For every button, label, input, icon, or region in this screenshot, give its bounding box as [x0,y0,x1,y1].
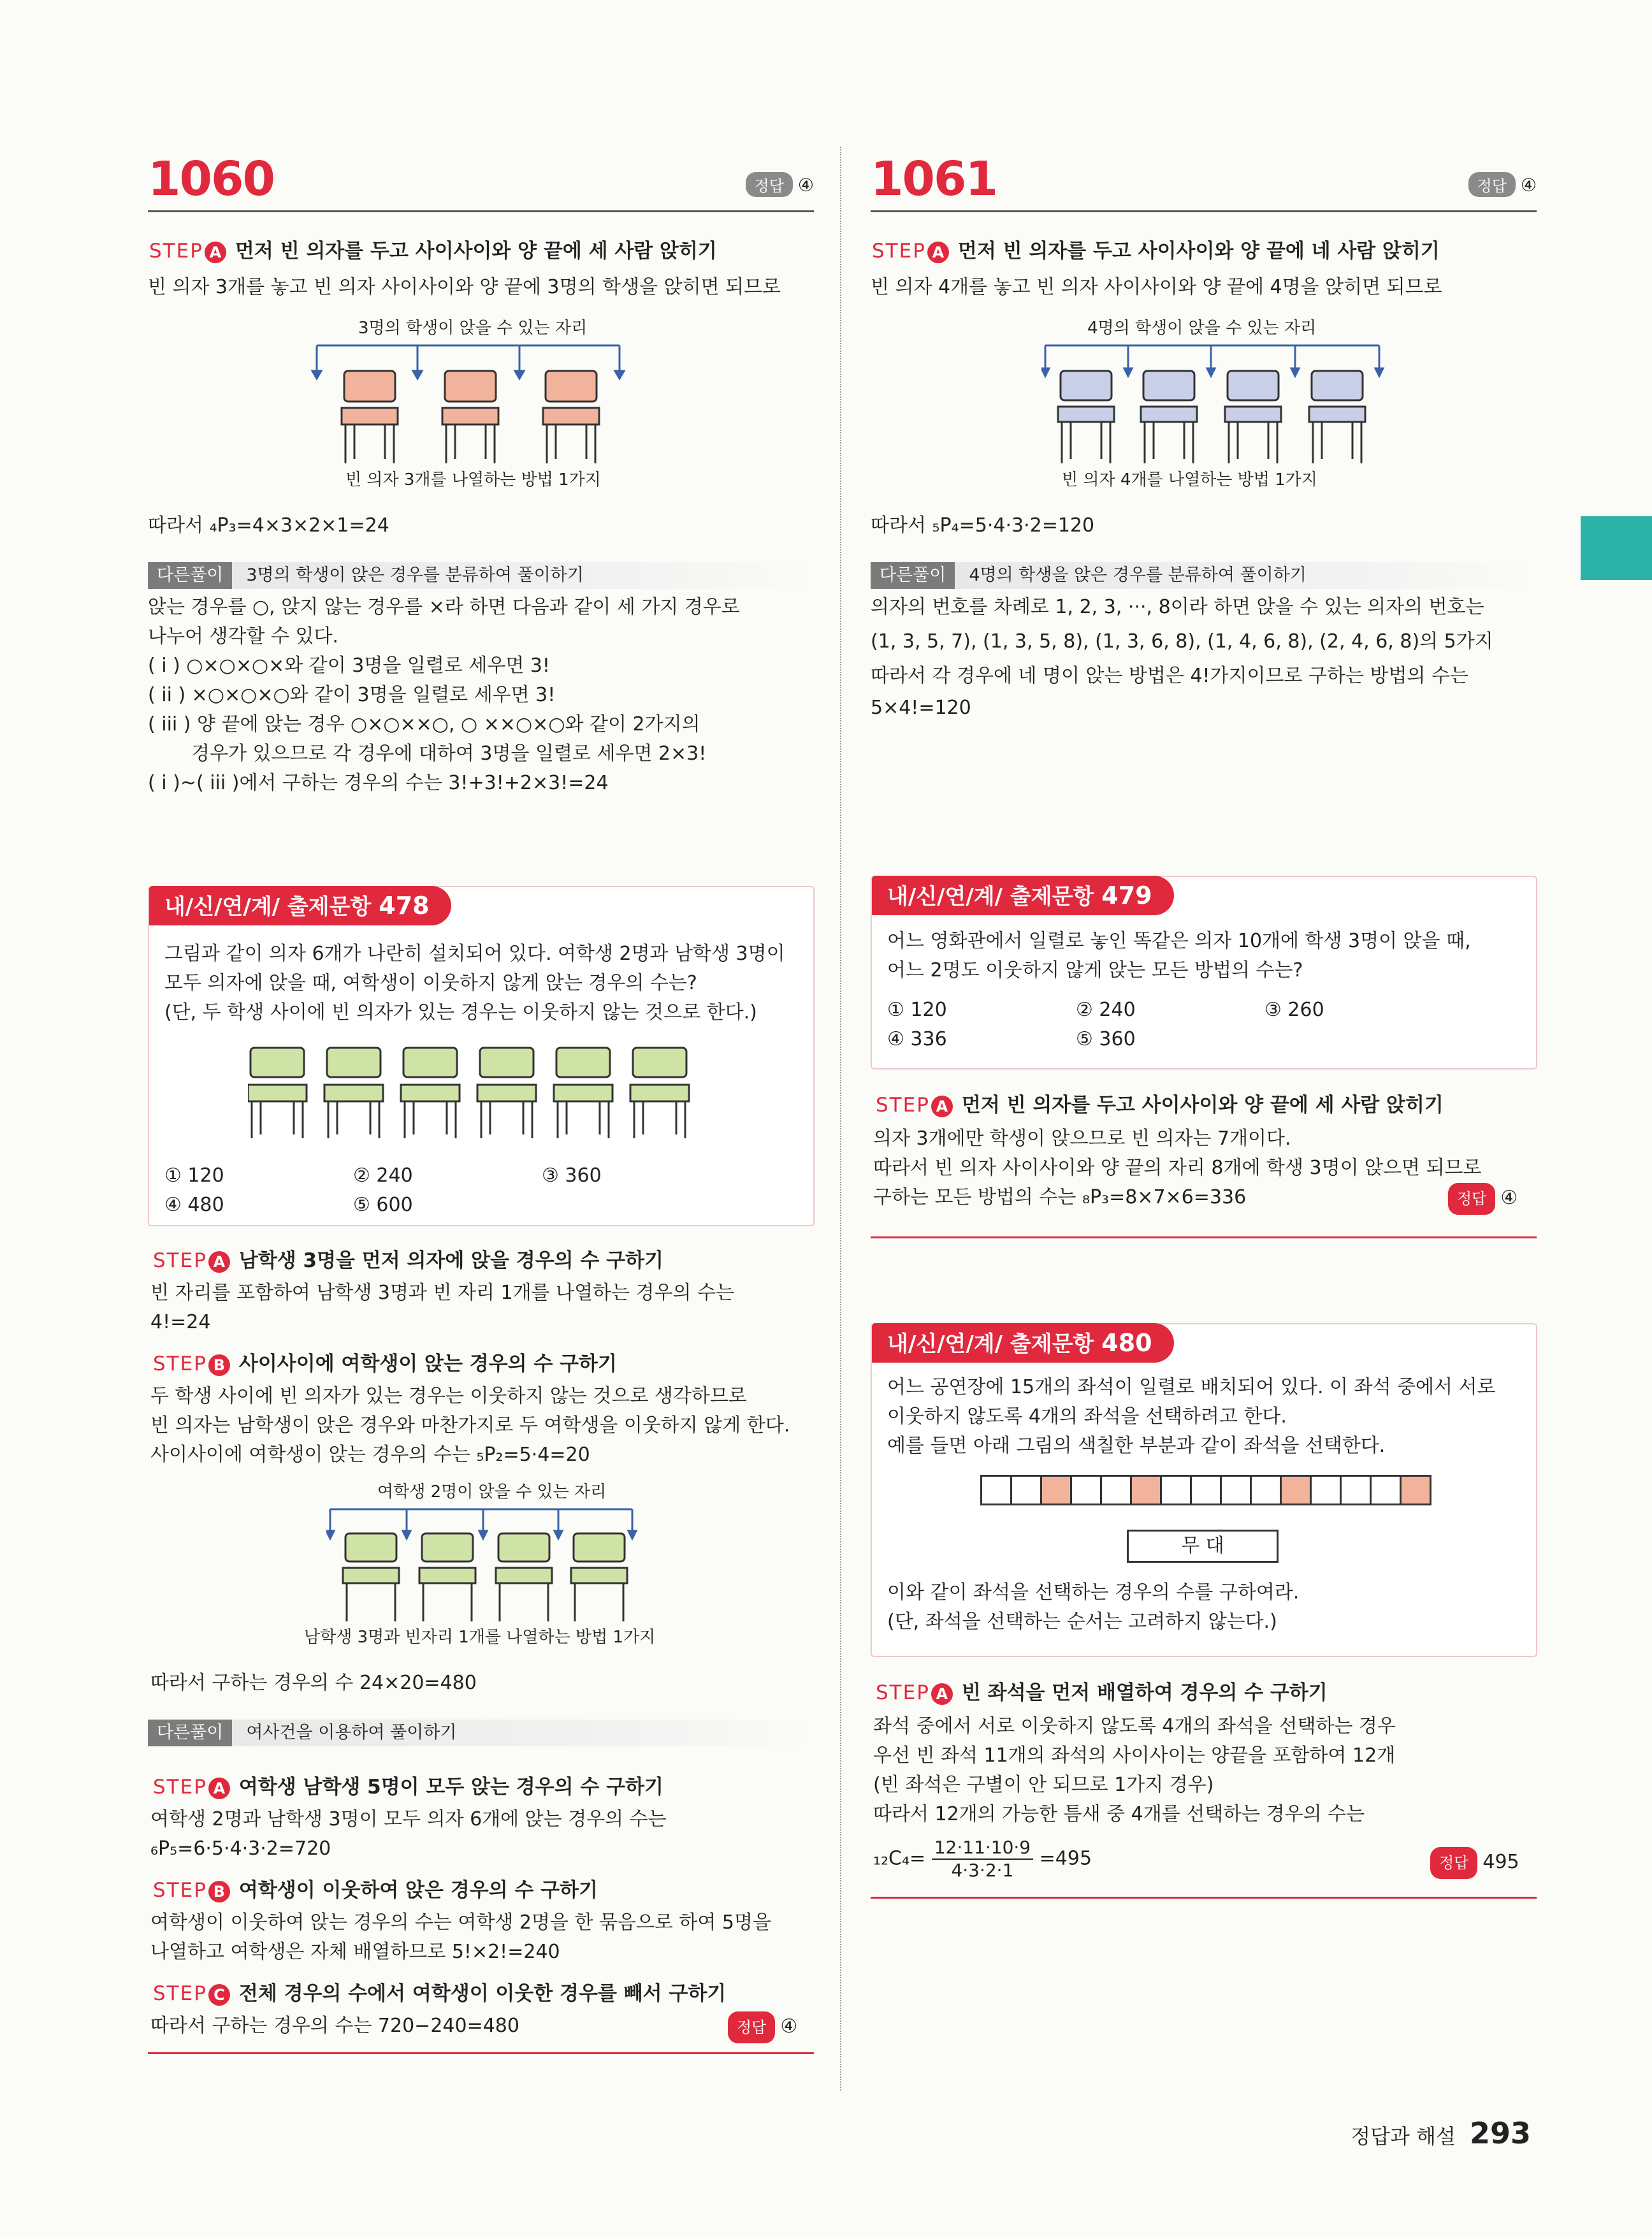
combination-formula: ₁₂C₄= $\frac{12\cdot 11\cdot 10\cdot 9}{4\cdot 3\cdot 2\cdot 1}$ =495 [873,1837,1092,1881]
seat [1220,1475,1250,1505]
seat-row [980,1475,1431,1505]
result-1: 따라서 ₅P₄=5·4·3·2=120 [871,514,1095,537]
step-a-heading: STEP A 먼저 빈 의자를 두고 사이사이와 양 끝에 세 사람 앉히기 [149,240,717,263]
choice: ④ 480 [164,1194,224,1216]
figure-caption-top: 3명의 학생이 앉을 수 있는 자리 [358,319,588,338]
alt-line: ( ii ) ×○×○×○와 같이 3명을 일렬로 세우면 3! [148,684,556,706]
step-text: 빈 의자는 남학생이 앉은 경우와 마찬가지로 두 여학생을 이웃하지 않게 한다. [150,1414,790,1437]
step-text: 나열하고 여학생은 자체 배열하므로 5!×2!=240 [150,1941,560,1963]
step-c-heading: STEP C 전체 경우의 수에서 여학생이 이웃한 경우를 빼서 구하기 [153,1982,727,2005]
step-a-heading: STEP A 먼저 빈 의자를 두고 사이사이와 양 끝에 세 사람 앉히기 [876,1094,1444,1117]
answer-badge [746,172,814,197]
chairs-figure-pink [307,339,664,467]
problem-number: 1060 [148,152,274,207]
step-b-heading: STEP B 사이사이에 여학생이 앉는 경우의 수 구하기 [153,1352,617,1375]
step-b-heading: STEP B 여학생이 이웃하여 앉은 경우의 수 구하기 [153,1879,598,1902]
related-problem-title: 내/신/연/계/ 출제문항 478 [149,886,451,925]
step-text: 빈 자리를 포함하여 남학생 3명과 빈 자리 1개를 나열하는 경우의 수는 [150,1282,734,1304]
step-text: (빈 좌석은 구별이 안 되므로 1가지 경우) [873,1774,1214,1796]
alt-line: 따라서 각 경우에 네 명이 앉는 방법은 4!가지이므로 구하는 방법의 수는 [871,665,1468,687]
step-a-heading: STEP A 빈 좌석을 먼저 배열하여 경우의 수 구하기 [876,1681,1328,1704]
seat-selected [1130,1475,1160,1505]
step-text: 의자 3개에만 학생이 앉으므로 빈 의자는 7개이다. [873,1127,1291,1150]
choice: ② 240 [1076,999,1136,1021]
related-problem-480 [871,1323,1537,1657]
step-text: 따라서 12개의 가능한 틈새 중 4개를 선택하는 경우의 수는 [873,1803,1365,1825]
alt-line: (1, 3, 5, 7), (1, 3, 5, 8), (1, 3, 6, 8), (1, 4, 6, 8), (2, 4, 6, 8)의 5가지 [871,630,1493,653]
answer-480: 정답 495 [1430,1847,1519,1879]
related-problem-title: 내/신/연/계/ 출제문항 479 [872,876,1174,915]
step-a-heading: STEP A 여학생 남학생 5명이 모두 앉는 경우의 수 구하기 [153,1776,663,1799]
alt-line: ( i )~( iii )에서 구하는 경우의 수는 3!+3!+2×3!=24 [148,772,609,794]
chapter-tab [1581,516,1652,580]
seat [1340,1475,1370,1505]
figure-caption-bottom: 남학생 3명과 빈자리 1개를 나열하는 방법 1가지 [304,1628,656,1647]
seat [1010,1475,1040,1505]
footer-label: 정답과 해설 [1351,2124,1456,2148]
figure-caption-top: 4명의 학생이 앉을 수 있는 자리 [1087,319,1317,338]
result-2: 따라서 구하는 경우의 수 24×20=480 [150,1672,477,1694]
answer-label: 정답 [746,172,793,197]
chairs-figure-green [248,1045,707,1141]
figure-caption-top: 여학생 2명이 앉을 수 있는 자리 [377,1482,607,1502]
divider-line [871,1236,1537,1238]
alt-line: 5×4!=120 [871,697,971,719]
stage: 무 대 [1127,1530,1279,1563]
seat [1190,1475,1220,1505]
choice: ③ 260 [1264,999,1324,1021]
page-number: 293 [1469,2116,1531,2150]
answer-label: 정답 [1468,172,1516,197]
alt-line: ( i ) ○×○×○×와 같이 3명을 일렬로 세우면 3! [148,655,550,677]
seat [1100,1475,1130,1505]
chairs-figure-blue [1041,339,1398,467]
divider-line [871,1897,1537,1899]
answer-479: 정답 ④ [1448,1183,1518,1215]
seat-selected [1400,1475,1431,1505]
step-text: 따라서 빈 의자 사이사이와 양 끝의 자리 8개에 학생 3명이 앉으면 되므로 [873,1157,1482,1179]
page-footer [1351,2116,1531,2150]
figure-caption-bottom: 빈 의자 4개를 나열하는 방법 1가지 [1062,470,1317,489]
problem-line: 어느 2명도 이웃하지 않게 앉는 모든 방법의 수는? [887,959,1303,982]
problem-header [148,147,814,212]
problem-line: 어느 공연장에 15개의 좌석이 일렬로 배치되어 있다. 이 좌석 중에서 서로 [887,1376,1496,1398]
problem-1061 [871,147,1537,1881]
choice: ④ 336 [887,1028,947,1050]
seat [1250,1475,1280,1505]
step-text: 여학생이 이웃하여 앉는 경우의 수는 여학생 2명을 한 묶음으로 하여 5명을 [150,1911,771,1934]
answer-value: ④ [797,175,814,196]
alt-line: 나누어 생각할 수 있다. [148,625,338,648]
alternative-solution-bar: 다른풀이 여사건을 이용하여 풀이하기 [148,1720,814,1746]
alt-line: 앉는 경우를 ○, 앉지 않는 경우를 ×라 하면 다음과 같이 세 가지 경우로 [148,596,740,618]
problem-line: 어느 영화관에서 일렬로 놓인 똑같은 의자 10개에 학생 3명이 앉을 때, [887,930,1471,952]
seat [1310,1475,1340,1505]
result-1: 따라서 ₄P₃=4×3×2×1=24 [148,514,389,537]
related-problem-479 [871,876,1537,1069]
step-text: 구하는 모든 방법의 수는 ₈P₃=8×7×6=336 [873,1186,1247,1208]
alt-line: 의자의 번호를 차례로 1, 2, 3, ···, 8이라 하면 앉을 수 있는 의자의 번호는 [871,596,1484,618]
column-divider [840,147,841,2090]
alternative-solution-bar: 다른풀이 4명의 학생을 앉은 경우를 분류하여 풀이하기 [871,562,1537,589]
seat [1160,1475,1190,1505]
step-text: 두 학생 사이에 빈 의자가 있는 경우는 이웃하지 않는 것으로 생각하므로 [150,1385,747,1407]
seat [1070,1475,1100,1505]
answer-badge [1468,172,1537,197]
alternative-solution-bar: 다른풀이 3명의 학생이 앉은 경우를 분류하여 풀이하기 [148,562,814,589]
choice: ③ 360 [542,1164,602,1187]
problem-line: (단, 좌석을 선택하는 순서는 고려하지 않는다.) [887,1611,1277,1633]
step-text: 여학생 2명과 남학생 3명이 모두 의자 6개에 앉는 경우의 수는 [150,1808,667,1830]
step-a-heading: STEP A 남학생 3명을 먼저 의자에 앉을 경우의 수 구하기 [153,1249,663,1272]
seat-selected [1040,1475,1070,1505]
step-text: 4!=24 [150,1311,211,1333]
problem-line: 그림과 같이 의자 6개가 나란히 설치되어 있다. 여학생 2명과 남학생 3명이 [164,943,785,965]
final-answer: 정답 ④ [728,2011,797,2043]
step-text: 좌석 중에서 서로 이웃하지 않도록 4개의 좌석을 선택하는 경우 [873,1715,1396,1737]
choice: ② 240 [353,1164,413,1187]
step-text: ₆P₅=6·5·4·3·2=720 [150,1837,331,1860]
figure-caption-bottom: 빈 의자 3개를 나열하는 방법 1가지 [345,470,601,489]
problem-line: 모두 의자에 앉을 때, 여학생이 이웃하지 않게 앉는 경우의 수는? [164,972,697,994]
seat [1370,1475,1400,1505]
answer-value: ④ [1520,175,1537,196]
problem-line: 이와 같이 좌석을 선택하는 경우의 수를 구하여라. [887,1581,1300,1604]
choice: ⑤ 600 [353,1194,413,1216]
related-problem-title: 내/신/연/계/ 출제문항 480 [872,1323,1174,1363]
problem-line: (단, 두 학생 사이에 빈 의자가 있는 경우는 이웃하지 않는 것으로 한다.) [164,1001,757,1024]
choice: ① 120 [164,1164,224,1187]
step-text: 따라서 구하는 경우의 수는 720−240=480 [150,2015,519,2037]
problem-line: 예를 들면 아래 그림의 색칠한 부분과 같이 좌석을 선택한다. [887,1435,1386,1457]
step-a-heading: STEP A 먼저 빈 의자를 두고 사이사이와 양 끝에 네 사람 앉히기 [872,240,1440,263]
step-a-text: 빈 의자 3개를 놓고 빈 의자 사이사이와 양 끝에 3명의 학생을 앉히면 되므로 [148,276,781,298]
related-problem-478 [148,886,815,1226]
alt-line: 경우가 있으므로 각 경우에 대하여 3명을 일렬로 세우면 2×3! [191,743,707,765]
problem-line: 이웃하지 않도록 4개의 좌석을 선택하려고 한다. [887,1405,1287,1428]
choice: ⑤ 360 [1076,1028,1136,1050]
problem-number: 1061 [871,152,997,207]
seat-selected [1280,1475,1310,1505]
chairs-figure-green-2 [326,1503,670,1624]
step-text: 사이사이에 여학생이 앉는 경우의 수는 ₅P₂=5·4=20 [150,1444,590,1466]
divider-line [148,2052,814,2054]
step-a-text: 빈 의자 4개를 놓고 빈 의자 사이사이와 양 끝에 4명을 앉히면 되므로 [871,276,1442,298]
problem-1060 [148,147,814,2038]
seat [980,1475,1010,1505]
problem-header [871,147,1537,212]
alt-line: ( iii ) 양 끝에 앉는 경우 ○×○××○, ○ ××○×○와 같이 2가지의 [148,713,700,735]
choice: ① 120 [887,999,947,1021]
step-text: 우선 빈 좌석 11개의 좌석의 사이사이는 양끝을 포함하여 12개 [873,1744,1396,1767]
